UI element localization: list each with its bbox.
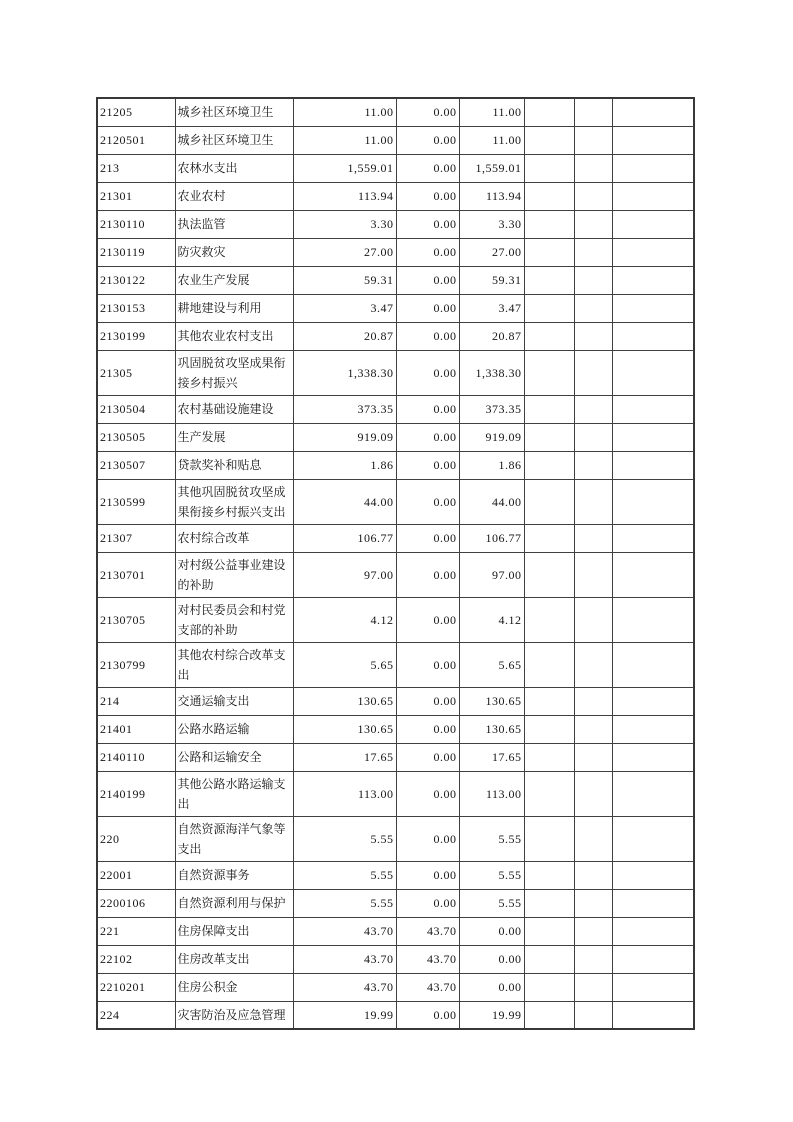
blank-cell	[574, 322, 612, 350]
amount-cell-1: 5.65	[293, 642, 396, 687]
blank-cell	[574, 816, 612, 861]
table-row	[97, 1001, 694, 1029]
amount-cell-3: 5.55	[459, 889, 524, 917]
table-row	[97, 642, 694, 687]
blank-cell	[574, 423, 612, 451]
amount-cell-2: 0.00	[396, 715, 459, 743]
code-cell: 220	[97, 816, 175, 861]
blank-cell	[612, 973, 694, 1001]
blank-cell	[612, 715, 694, 743]
table-row	[97, 479, 694, 524]
blank-cell	[574, 210, 612, 238]
blank-cell	[574, 743, 612, 771]
blank-cell	[612, 917, 694, 945]
name-cell: 其他农业农村支出	[175, 322, 293, 350]
blank-cell	[612, 552, 694, 597]
blank-cell	[612, 1001, 694, 1029]
table-row	[97, 917, 694, 945]
amount-cell-3: 113.00	[459, 771, 524, 816]
amount-cell-1: 106.77	[293, 524, 396, 552]
blank-cell	[612, 266, 694, 294]
code-cell: 2130701	[97, 552, 175, 597]
blank-cell	[612, 126, 694, 154]
amount-cell-3: 5.55	[459, 816, 524, 861]
blank-cell	[612, 294, 694, 322]
amount-cell-2: 0.00	[396, 210, 459, 238]
blank-cell	[524, 238, 574, 266]
blank-cell	[524, 98, 574, 126]
code-cell: 224	[97, 1001, 175, 1029]
amount-cell-3: 5.55	[459, 861, 524, 889]
blank-cell	[524, 154, 574, 182]
blank-cell	[524, 973, 574, 1001]
name-cell: 自然资源海洋气象等支出	[175, 816, 293, 861]
amount-cell-2: 43.70	[396, 945, 459, 973]
blank-cell	[574, 238, 612, 266]
amount-cell-3: 20.87	[459, 322, 524, 350]
blank-cell	[574, 973, 612, 1001]
amount-cell-1: 44.00	[293, 479, 396, 524]
blank-cell	[612, 210, 694, 238]
name-cell: 住房改革支出	[175, 945, 293, 973]
name-cell: 自然资源利用与保护	[175, 889, 293, 917]
amount-cell-3: 919.09	[459, 423, 524, 451]
code-cell: 2130119	[97, 238, 175, 266]
blank-cell	[524, 1001, 574, 1029]
amount-cell-2: 0.00	[396, 642, 459, 687]
code-cell: 2120501	[97, 126, 175, 154]
code-cell: 2210201	[97, 973, 175, 1001]
amount-cell-3: 0.00	[459, 973, 524, 1001]
amount-cell-1: 43.70	[293, 917, 396, 945]
blank-cell	[524, 479, 574, 524]
name-cell: 防灾救灾	[175, 238, 293, 266]
amount-cell-1: 43.70	[293, 973, 396, 1001]
amount-cell-2: 0.00	[396, 816, 459, 861]
table-row	[97, 816, 694, 861]
blank-cell	[524, 597, 574, 642]
blank-cell	[574, 861, 612, 889]
budget-table-body	[97, 98, 694, 1029]
blank-cell	[524, 917, 574, 945]
amount-cell-2: 0.00	[396, 266, 459, 294]
amount-cell-2: 0.00	[396, 98, 459, 126]
table-row	[97, 126, 694, 154]
code-cell: 22102	[97, 945, 175, 973]
amount-cell-3: 1,559.01	[459, 154, 524, 182]
code-cell: 22001	[97, 861, 175, 889]
name-cell: 城乡社区环境卫生	[175, 98, 293, 126]
amount-cell-1: 130.65	[293, 687, 396, 715]
amount-cell-3: 106.77	[459, 524, 524, 552]
table-row	[97, 715, 694, 743]
blank-cell	[612, 322, 694, 350]
blank-cell	[612, 524, 694, 552]
amount-cell-2: 0.00	[396, 238, 459, 266]
amount-cell-1: 11.00	[293, 98, 396, 126]
name-cell: 公路和运输安全	[175, 743, 293, 771]
blank-cell	[524, 423, 574, 451]
code-cell: 2130799	[97, 642, 175, 687]
blank-cell	[524, 861, 574, 889]
code-cell: 213	[97, 154, 175, 182]
amount-cell-2: 0.00	[396, 294, 459, 322]
blank-cell	[574, 182, 612, 210]
code-cell: 21305	[97, 350, 175, 395]
amount-cell-3: 17.65	[459, 743, 524, 771]
blank-cell	[574, 715, 612, 743]
blank-cell	[612, 945, 694, 973]
blank-cell	[612, 423, 694, 451]
name-cell: 交通运输支出	[175, 687, 293, 715]
amount-cell-2: 0.00	[396, 154, 459, 182]
name-cell: 巩固脱贫攻坚成果衔接乡村振兴	[175, 350, 293, 395]
blank-cell	[612, 687, 694, 715]
name-cell: 生产发展	[175, 423, 293, 451]
name-cell: 其他巩固脱贫攻坚成果衔接乡村振兴支出	[175, 479, 293, 524]
blank-cell	[574, 98, 612, 126]
name-cell: 城乡社区环境卫生	[175, 126, 293, 154]
table-row	[97, 451, 694, 479]
name-cell: 对村级公益事业建设的补助	[175, 552, 293, 597]
table-row	[97, 524, 694, 552]
amount-cell-1: 1.86	[293, 451, 396, 479]
name-cell: 其他农村综合改革支出	[175, 642, 293, 687]
table-row	[97, 743, 694, 771]
amount-cell-1: 3.47	[293, 294, 396, 322]
blank-cell	[574, 524, 612, 552]
code-cell: 214	[97, 687, 175, 715]
code-cell: 2130505	[97, 423, 175, 451]
blank-cell	[524, 552, 574, 597]
blank-cell	[612, 451, 694, 479]
amount-cell-3: 373.35	[459, 395, 524, 423]
code-cell: 2200106	[97, 889, 175, 917]
amount-cell-3: 0.00	[459, 945, 524, 973]
amount-cell-3: 130.65	[459, 687, 524, 715]
blank-cell	[524, 889, 574, 917]
blank-cell	[574, 597, 612, 642]
name-cell: 住房保障支出	[175, 917, 293, 945]
table-row	[97, 182, 694, 210]
amount-cell-1: 17.65	[293, 743, 396, 771]
table-row	[97, 861, 694, 889]
blank-cell	[612, 816, 694, 861]
table-row	[97, 552, 694, 597]
table-row	[97, 395, 694, 423]
name-cell: 贷款奖补和贴息	[175, 451, 293, 479]
amount-cell-2: 0.00	[396, 423, 459, 451]
blank-cell	[612, 889, 694, 917]
table-row	[97, 238, 694, 266]
name-cell: 其他公路水路运输支出	[175, 771, 293, 816]
blank-cell	[574, 154, 612, 182]
name-cell: 自然资源事务	[175, 861, 293, 889]
blank-cell	[574, 350, 612, 395]
amount-cell-2: 0.00	[396, 126, 459, 154]
blank-cell	[612, 771, 694, 816]
code-cell: 21301	[97, 182, 175, 210]
amount-cell-2: 0.00	[396, 395, 459, 423]
table-row	[97, 350, 694, 395]
code-cell: 21205	[97, 98, 175, 126]
amount-cell-1: 130.65	[293, 715, 396, 743]
amount-cell-3: 113.94	[459, 182, 524, 210]
name-cell: 公路水路运输	[175, 715, 293, 743]
code-cell: 2130199	[97, 322, 175, 350]
blank-cell	[574, 266, 612, 294]
amount-cell-2: 0.00	[396, 861, 459, 889]
blank-cell	[524, 266, 574, 294]
code-cell: 21307	[97, 524, 175, 552]
blank-cell	[612, 395, 694, 423]
blank-cell	[612, 597, 694, 642]
amount-cell-3: 11.00	[459, 98, 524, 126]
name-cell: 灾害防治及应急管理	[175, 1001, 293, 1029]
amount-cell-2: 43.70	[396, 973, 459, 1001]
amount-cell-3: 4.12	[459, 597, 524, 642]
blank-cell	[574, 642, 612, 687]
amount-cell-2: 0.00	[396, 350, 459, 395]
amount-cell-1: 373.35	[293, 395, 396, 423]
table-row	[97, 597, 694, 642]
table-row	[97, 771, 694, 816]
blank-cell	[612, 350, 694, 395]
blank-cell	[574, 552, 612, 597]
blank-cell	[612, 238, 694, 266]
blank-cell	[524, 771, 574, 816]
table-row	[97, 687, 694, 715]
amount-cell-2: 0.00	[396, 889, 459, 917]
amount-cell-1: 97.00	[293, 552, 396, 597]
blank-cell	[612, 154, 694, 182]
amount-cell-2: 0.00	[396, 687, 459, 715]
table-row	[97, 210, 694, 238]
amount-cell-1: 19.99	[293, 1001, 396, 1029]
amount-cell-3: 11.00	[459, 126, 524, 154]
name-cell: 农林水支出	[175, 154, 293, 182]
amount-cell-1: 11.00	[293, 126, 396, 154]
amount-cell-1: 5.55	[293, 816, 396, 861]
amount-cell-3: 5.65	[459, 642, 524, 687]
blank-cell	[612, 479, 694, 524]
amount-cell-1: 1,559.01	[293, 154, 396, 182]
code-cell: 2140110	[97, 743, 175, 771]
amount-cell-2: 0.00	[396, 743, 459, 771]
amount-cell-1: 20.87	[293, 322, 396, 350]
table-row	[97, 294, 694, 322]
table-row	[97, 266, 694, 294]
blank-cell	[574, 771, 612, 816]
amount-cell-3: 0.00	[459, 917, 524, 945]
blank-cell	[612, 642, 694, 687]
blank-cell	[574, 945, 612, 973]
blank-cell	[524, 322, 574, 350]
amount-cell-1: 59.31	[293, 266, 396, 294]
amount-cell-2: 0.00	[396, 771, 459, 816]
blank-cell	[524, 816, 574, 861]
name-cell: 农村综合改革	[175, 524, 293, 552]
amount-cell-2: 0.00	[396, 597, 459, 642]
amount-cell-2: 0.00	[396, 479, 459, 524]
amount-cell-2: 0.00	[396, 552, 459, 597]
amount-cell-1: 113.00	[293, 771, 396, 816]
amount-cell-3: 130.65	[459, 715, 524, 743]
name-cell: 农业生产发展	[175, 266, 293, 294]
table-row	[97, 889, 694, 917]
code-cell: 2130110	[97, 210, 175, 238]
blank-cell	[524, 294, 574, 322]
amount-cell-1: 3.30	[293, 210, 396, 238]
amount-cell-1: 43.70	[293, 945, 396, 973]
blank-cell	[612, 98, 694, 126]
amount-cell-3: 1.86	[459, 451, 524, 479]
table-row	[97, 973, 694, 1001]
blank-cell	[574, 451, 612, 479]
amount-cell-2: 0.00	[396, 451, 459, 479]
code-cell: 2130507	[97, 451, 175, 479]
amount-cell-1: 4.12	[293, 597, 396, 642]
code-cell: 2130122	[97, 266, 175, 294]
code-cell: 21401	[97, 715, 175, 743]
name-cell: 耕地建设与利用	[175, 294, 293, 322]
amount-cell-2: 0.00	[396, 1001, 459, 1029]
blank-cell	[524, 451, 574, 479]
amount-cell-3: 97.00	[459, 552, 524, 597]
budget-expenditure-table	[96, 97, 695, 1030]
code-cell: 2140199	[97, 771, 175, 816]
blank-cell	[524, 350, 574, 395]
table-row	[97, 423, 694, 451]
amount-cell-2: 0.00	[396, 322, 459, 350]
amount-cell-1: 919.09	[293, 423, 396, 451]
blank-cell	[524, 126, 574, 154]
blank-cell	[574, 1001, 612, 1029]
blank-cell	[524, 395, 574, 423]
blank-cell	[524, 715, 574, 743]
blank-cell	[524, 642, 574, 687]
amount-cell-2: 0.00	[396, 182, 459, 210]
amount-cell-3: 19.99	[459, 1001, 524, 1029]
name-cell: 执法监管	[175, 210, 293, 238]
code-cell: 2130153	[97, 294, 175, 322]
name-cell: 对村民委员会和村党支部的补助	[175, 597, 293, 642]
blank-cell	[574, 917, 612, 945]
table-row	[97, 322, 694, 350]
code-cell: 2130599	[97, 479, 175, 524]
blank-cell	[524, 210, 574, 238]
blank-cell	[524, 743, 574, 771]
amount-cell-1: 5.55	[293, 889, 396, 917]
amount-cell-1: 27.00	[293, 238, 396, 266]
amount-cell-3: 3.30	[459, 210, 524, 238]
blank-cell	[612, 182, 694, 210]
amount-cell-3: 3.47	[459, 294, 524, 322]
name-cell: 住房公积金	[175, 973, 293, 1001]
blank-cell	[574, 126, 612, 154]
amount-cell-2: 43.70	[396, 917, 459, 945]
blank-cell	[612, 743, 694, 771]
blank-cell	[524, 945, 574, 973]
name-cell: 农村基础设施建设	[175, 395, 293, 423]
amount-cell-3: 1,338.30	[459, 350, 524, 395]
table-row	[97, 154, 694, 182]
blank-cell	[574, 687, 612, 715]
blank-cell	[574, 395, 612, 423]
amount-cell-1: 113.94	[293, 182, 396, 210]
code-cell: 221	[97, 917, 175, 945]
name-cell: 农业农村	[175, 182, 293, 210]
blank-cell	[524, 524, 574, 552]
amount-cell-3: 59.31	[459, 266, 524, 294]
code-cell: 2130504	[97, 395, 175, 423]
blank-cell	[524, 687, 574, 715]
amount-cell-1: 5.55	[293, 861, 396, 889]
blank-cell	[524, 182, 574, 210]
blank-cell	[574, 294, 612, 322]
blank-cell	[574, 889, 612, 917]
table-row	[97, 98, 694, 126]
amount-cell-3: 27.00	[459, 238, 524, 266]
code-cell: 2130705	[97, 597, 175, 642]
amount-cell-1: 1,338.30	[293, 350, 396, 395]
amount-cell-2: 0.00	[396, 524, 459, 552]
blank-cell	[574, 479, 612, 524]
blank-cell	[612, 861, 694, 889]
table-row	[97, 945, 694, 973]
amount-cell-3: 44.00	[459, 479, 524, 524]
